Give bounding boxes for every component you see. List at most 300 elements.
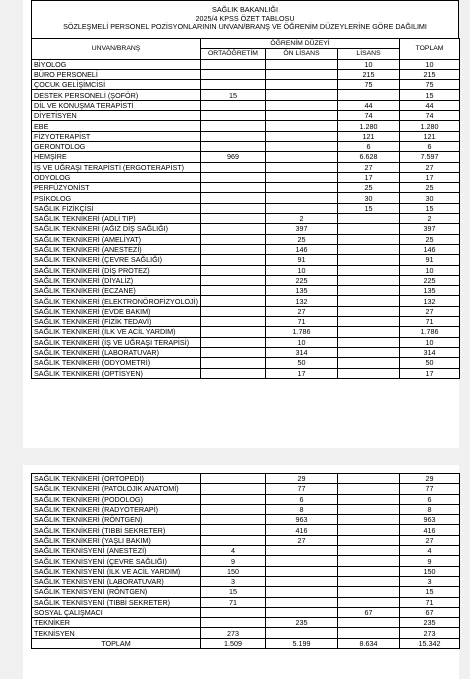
table-row bbox=[32, 131, 460, 141]
row-value-cell: 15 bbox=[400, 587, 460, 597]
row-value-cell: 9 bbox=[201, 556, 266, 566]
row-value-cell: 25 bbox=[266, 234, 338, 244]
table-row bbox=[32, 183, 460, 193]
row-value-cell bbox=[201, 244, 266, 254]
col-header-title: UNVAN/BRANŞ bbox=[32, 39, 201, 60]
row-title-cell: SAĞLIK FİZİKÇİSİ bbox=[32, 203, 201, 213]
row-value-cell bbox=[201, 131, 266, 141]
row-value-cell bbox=[338, 597, 400, 607]
row-value-cell bbox=[201, 193, 266, 203]
row-value-cell: 3 bbox=[400, 576, 460, 586]
row-value-cell: 1.280 bbox=[338, 121, 400, 131]
row-value-cell bbox=[338, 618, 400, 628]
row-value-cell bbox=[266, 69, 338, 79]
row-value-cell: 10 bbox=[266, 337, 338, 347]
row-value-cell bbox=[201, 474, 266, 484]
row-value-cell bbox=[201, 80, 266, 90]
row-value-cell bbox=[266, 100, 338, 110]
total-label-cell: TOPLAM bbox=[32, 638, 201, 648]
row-value-cell: 27 bbox=[400, 306, 460, 316]
row-value-cell: 44 bbox=[338, 100, 400, 110]
document-header bbox=[31, 0, 459, 39]
row-value-cell bbox=[201, 162, 266, 172]
col-header-ortaogretim: ORTAÖĞRETİM bbox=[201, 49, 266, 59]
row-value-cell: 6 bbox=[266, 494, 338, 504]
table-row bbox=[32, 368, 460, 378]
table-row bbox=[32, 566, 460, 576]
table-row bbox=[32, 494, 460, 504]
table-row bbox=[32, 214, 460, 224]
table-row bbox=[32, 546, 460, 556]
row-value-cell: 397 bbox=[266, 224, 338, 234]
row-title-cell: DİL VE KONUŞMA TERAPİSTİ bbox=[32, 100, 201, 110]
row-title-cell: BİYOLOG bbox=[32, 59, 201, 69]
row-title-cell: EBE bbox=[32, 121, 201, 131]
row-value-cell: 27 bbox=[266, 306, 338, 316]
row-value-cell: 150 bbox=[400, 566, 460, 576]
row-title-cell: TEKNİKER bbox=[32, 618, 201, 628]
table-row bbox=[32, 597, 460, 607]
row-title-cell: SAĞLIK TEKNİKERİ (YAŞLI BAKIM) bbox=[32, 535, 201, 545]
row-value-cell bbox=[266, 90, 338, 100]
row-value-cell: 25 bbox=[400, 183, 460, 193]
row-value-cell: 27 bbox=[338, 162, 400, 172]
table-row bbox=[32, 265, 460, 275]
row-value-cell bbox=[266, 162, 338, 172]
table-row bbox=[32, 111, 460, 121]
table-row bbox=[32, 576, 460, 586]
row-value-cell: 25 bbox=[400, 234, 460, 244]
table-row bbox=[32, 628, 460, 638]
col-header-group: ÖĞRENİM DÜZEYİ bbox=[201, 39, 400, 49]
row-value-cell bbox=[338, 214, 400, 224]
row-value-cell bbox=[201, 275, 266, 285]
table-row bbox=[32, 152, 460, 162]
row-value-cell: 6.628 bbox=[338, 152, 400, 162]
row-value-cell bbox=[266, 152, 338, 162]
row-title-cell: SAĞLIK TEKNİKERİ (PODOLOG) bbox=[32, 494, 201, 504]
table-row bbox=[32, 224, 460, 234]
total-value-cell: 5.199 bbox=[266, 638, 338, 648]
table-row bbox=[32, 587, 460, 597]
row-value-cell: 50 bbox=[266, 358, 338, 368]
row-value-cell: 10 bbox=[400, 59, 460, 69]
row-value-cell: 74 bbox=[338, 111, 400, 121]
row-title-cell: TEKNİSYEN bbox=[32, 628, 201, 638]
row-value-cell: 6 bbox=[400, 141, 460, 151]
row-title-cell: ÇOCUK GELİŞİMCİSİ bbox=[32, 80, 201, 90]
row-value-cell bbox=[338, 474, 400, 484]
row-value-cell bbox=[338, 347, 400, 357]
row-value-cell: 135 bbox=[266, 286, 338, 296]
table-row bbox=[32, 556, 460, 566]
table-row bbox=[32, 90, 460, 100]
row-value-cell: 132 bbox=[266, 296, 338, 306]
row-value-cell bbox=[266, 566, 338, 576]
row-value-cell bbox=[338, 255, 400, 265]
row-value-cell: 29 bbox=[400, 474, 460, 484]
row-value-cell: 121 bbox=[400, 131, 460, 141]
row-value-cell: 963 bbox=[266, 515, 338, 525]
row-title-cell: SAĞLIK TEKNİKERİ (AMELİYAT) bbox=[32, 234, 201, 244]
row-title-cell: SAĞLIK TEKNİKERİ (LABORATUVAR) bbox=[32, 347, 201, 357]
row-value-cell bbox=[201, 494, 266, 504]
row-value-cell bbox=[201, 203, 266, 213]
row-value-cell: 77 bbox=[266, 484, 338, 494]
row-value-cell bbox=[338, 535, 400, 545]
row-value-cell bbox=[338, 275, 400, 285]
row-value-cell bbox=[266, 628, 338, 638]
row-title-cell: İŞ VE UĞRAŞI TERAPİSTİ (ERGOTERAPİST) bbox=[32, 162, 201, 172]
document-page-2 bbox=[23, 465, 459, 679]
row-value-cell bbox=[266, 556, 338, 566]
summary-table-part-1 bbox=[31, 38, 460, 379]
row-value-cell bbox=[338, 296, 400, 306]
row-value-cell bbox=[201, 111, 266, 121]
table-row bbox=[32, 358, 460, 368]
total-value-cell: 15.342 bbox=[400, 638, 460, 648]
table-row bbox=[32, 275, 460, 285]
row-value-cell: 235 bbox=[400, 618, 460, 628]
row-value-cell bbox=[266, 121, 338, 131]
row-value-cell bbox=[201, 224, 266, 234]
row-value-cell bbox=[201, 255, 266, 265]
table-row bbox=[32, 244, 460, 254]
row-title-cell: SAĞLIK TEKNİSYENİ (LABORATUVAR) bbox=[32, 576, 201, 586]
row-value-cell bbox=[201, 607, 266, 617]
row-value-cell: 25 bbox=[338, 183, 400, 193]
row-value-cell: 27 bbox=[266, 535, 338, 545]
row-value-cell bbox=[266, 203, 338, 213]
row-title-cell: SAĞLIK TEKNİKERİ (RADYOTERAPİ) bbox=[32, 504, 201, 514]
row-value-cell bbox=[201, 296, 266, 306]
summary-table-part-2 bbox=[31, 473, 460, 649]
row-value-cell: 71 bbox=[201, 597, 266, 607]
row-value-cell: 235 bbox=[266, 618, 338, 628]
row-value-cell: 71 bbox=[400, 597, 460, 607]
row-value-cell bbox=[201, 69, 266, 79]
total-value-cell: 1.509 bbox=[201, 638, 266, 648]
row-title-cell: SAĞLIK TEKNİKERİ (ODYOMETRİ) bbox=[32, 358, 201, 368]
row-value-cell: 4 bbox=[201, 546, 266, 556]
row-value-cell bbox=[201, 368, 266, 378]
row-title-cell: SOSYAL ÇALIŞMACI bbox=[32, 607, 201, 617]
row-value-cell bbox=[266, 131, 338, 141]
row-title-cell: SAĞLIK TEKNİKERİ (İŞ VE UĞRAŞI TERAPİSİ) bbox=[32, 337, 201, 347]
row-value-cell bbox=[266, 111, 338, 121]
row-value-cell: 215 bbox=[338, 69, 400, 79]
row-value-cell: 2 bbox=[400, 214, 460, 224]
row-value-cell bbox=[201, 525, 266, 535]
row-value-cell: 29 bbox=[266, 474, 338, 484]
row-title-cell: SAĞLIK TEKNİSYENİ (ÇEVRE SAĞLIĞI) bbox=[32, 556, 201, 566]
header-description: SÖZLEŞMELİ PERSONEL POZİSYONLARININ UNVAN/BRANŞ VE ÖĞRENİM DÜZEYLERİNE GÖRE DAĞILIMI bbox=[63, 22, 427, 32]
total-row bbox=[32, 638, 460, 648]
row-value-cell bbox=[266, 80, 338, 90]
table-row bbox=[32, 618, 460, 628]
row-value-cell: 969 bbox=[201, 152, 266, 162]
row-value-cell bbox=[201, 504, 266, 514]
table-row bbox=[32, 121, 460, 131]
row-title-cell: PSİKOLOG bbox=[32, 193, 201, 203]
row-value-cell bbox=[201, 183, 266, 193]
row-value-cell bbox=[266, 141, 338, 151]
row-value-cell: 67 bbox=[400, 607, 460, 617]
row-value-cell bbox=[201, 306, 266, 316]
table-row bbox=[32, 255, 460, 265]
row-value-cell bbox=[338, 306, 400, 316]
row-title-cell: PERFÜZYONİST bbox=[32, 183, 201, 193]
row-title-cell: SAĞLIK TEKNİKERİ (ÇEVRE SAĞLIĞI) bbox=[32, 255, 201, 265]
row-title-cell: HEMŞİRE bbox=[32, 152, 201, 162]
row-value-cell bbox=[201, 100, 266, 110]
row-title-cell: SAĞLIK TEKNİKERİ (DİYALİZ) bbox=[32, 275, 201, 285]
row-value-cell bbox=[266, 183, 338, 193]
row-value-cell bbox=[266, 576, 338, 586]
table-row bbox=[32, 327, 460, 337]
row-value-cell bbox=[338, 234, 400, 244]
row-value-cell: 225 bbox=[266, 275, 338, 285]
row-value-cell: 17 bbox=[266, 368, 338, 378]
row-value-cell: 77 bbox=[400, 484, 460, 494]
row-value-cell bbox=[201, 214, 266, 224]
row-value-cell: 273 bbox=[201, 628, 266, 638]
row-value-cell bbox=[266, 597, 338, 607]
row-value-cell bbox=[201, 234, 266, 244]
table-row bbox=[32, 162, 460, 172]
row-value-cell: 8 bbox=[400, 504, 460, 514]
row-value-cell: 71 bbox=[400, 317, 460, 327]
row-value-cell bbox=[338, 286, 400, 296]
row-value-cell: 215 bbox=[400, 69, 460, 79]
table-row bbox=[32, 474, 460, 484]
row-value-cell: 314 bbox=[400, 347, 460, 357]
row-value-cell: 10 bbox=[266, 265, 338, 275]
row-value-cell: 15 bbox=[338, 203, 400, 213]
row-value-cell bbox=[338, 317, 400, 327]
row-value-cell: 135 bbox=[400, 286, 460, 296]
row-value-cell: 416 bbox=[266, 525, 338, 535]
table-row bbox=[32, 484, 460, 494]
row-value-cell: 17 bbox=[400, 172, 460, 182]
table-row bbox=[32, 337, 460, 347]
table-row bbox=[32, 59, 460, 69]
row-value-cell: 10 bbox=[400, 265, 460, 275]
table-row bbox=[32, 172, 460, 182]
row-value-cell: 15 bbox=[201, 90, 266, 100]
row-value-cell: 146 bbox=[400, 244, 460, 254]
row-value-cell: 17 bbox=[338, 172, 400, 182]
row-value-cell bbox=[201, 515, 266, 525]
row-title-cell: SAĞLIK TEKNİKERİ (AĞIZ DİŞ SAĞLIĞI) bbox=[32, 224, 201, 234]
table-row bbox=[32, 317, 460, 327]
row-value-cell: 71 bbox=[266, 317, 338, 327]
row-title-cell: SAĞLIK TEKNİKERİ (OPTİSYEN) bbox=[32, 368, 201, 378]
row-value-cell bbox=[201, 618, 266, 628]
row-value-cell: 44 bbox=[400, 100, 460, 110]
row-value-cell bbox=[338, 515, 400, 525]
row-title-cell: BÜRO PERSONELİ bbox=[32, 69, 201, 79]
row-value-cell bbox=[201, 337, 266, 347]
row-title-cell: FİZYOTERAPİST bbox=[32, 131, 201, 141]
row-value-cell: 10 bbox=[400, 337, 460, 347]
row-value-cell bbox=[201, 121, 266, 131]
row-value-cell: 314 bbox=[266, 347, 338, 357]
row-title-cell: SAĞLIK TEKNİSYENİ (RÖNTGEN) bbox=[32, 587, 201, 597]
table-row bbox=[32, 69, 460, 79]
col-header-total: TOPLAM bbox=[400, 39, 460, 60]
row-title-cell: SAĞLIK TEKNİKERİ (ELEKTRONÖROFİZYOLOJİ) bbox=[32, 296, 201, 306]
row-value-cell bbox=[266, 59, 338, 69]
row-value-cell: 15 bbox=[201, 587, 266, 597]
row-value-cell bbox=[201, 172, 266, 182]
row-title-cell: GERONTOLOG bbox=[32, 141, 201, 151]
row-value-cell bbox=[338, 546, 400, 556]
row-value-cell bbox=[338, 265, 400, 275]
header-ministry: SAĞLIK BAKANLIĞI bbox=[212, 5, 278, 14]
row-value-cell bbox=[201, 358, 266, 368]
row-title-cell: SAĞLIK TEKNİKERİ (RÖNTGEN) bbox=[32, 515, 201, 525]
row-value-cell bbox=[338, 576, 400, 586]
row-value-cell: 416 bbox=[400, 525, 460, 535]
col-header-onlisans: ÖN LİSANS bbox=[266, 49, 338, 59]
row-value-cell: 30 bbox=[338, 193, 400, 203]
row-value-cell: 397 bbox=[400, 224, 460, 234]
row-value-cell: 3 bbox=[201, 576, 266, 586]
col-header-lisans: LİSANS bbox=[338, 49, 400, 59]
row-title-cell: SAĞLIK TEKNİSYENİ (İLK VE ACİL YARDIM) bbox=[32, 566, 201, 576]
row-value-cell bbox=[201, 327, 266, 337]
row-value-cell: 150 bbox=[201, 566, 266, 576]
row-title-cell: ODYOLOG bbox=[32, 172, 201, 182]
row-title-cell: SAĞLIK TEKNİKERİ (ORTOPEDİ) bbox=[32, 474, 201, 484]
row-value-cell bbox=[338, 90, 400, 100]
table-row bbox=[32, 347, 460, 357]
total-value-cell: 8.634 bbox=[338, 638, 400, 648]
row-value-cell bbox=[266, 607, 338, 617]
row-value-cell: 8 bbox=[266, 504, 338, 514]
table-row bbox=[32, 515, 460, 525]
row-value-cell bbox=[338, 358, 400, 368]
row-value-cell: 146 bbox=[266, 244, 338, 254]
row-title-cell: SAĞLIK TEKNİSYENİ (TIBBİ SEKRETER) bbox=[32, 597, 201, 607]
row-value-cell: 91 bbox=[266, 255, 338, 265]
row-value-cell: 75 bbox=[400, 80, 460, 90]
row-value-cell: 2 bbox=[266, 214, 338, 224]
row-value-cell bbox=[201, 59, 266, 69]
row-value-cell bbox=[266, 172, 338, 182]
row-value-cell bbox=[201, 535, 266, 545]
row-title-cell: SAĞLIK TEKNİKERİ (TIBBİ SEKRETER) bbox=[32, 525, 201, 535]
row-value-cell: 17 bbox=[400, 368, 460, 378]
row-value-cell bbox=[201, 484, 266, 494]
row-value-cell bbox=[201, 286, 266, 296]
row-title-cell: DİYETİSYEN bbox=[32, 111, 201, 121]
document-page-1 bbox=[23, 0, 459, 448]
row-title-cell: SAĞLIK TEKNİKERİ (FİZİK TEDAVİ) bbox=[32, 317, 201, 327]
row-title-cell: SAĞLIK TEKNİKERİ (EVDE BAKIM) bbox=[32, 306, 201, 316]
row-value-cell: 1.280 bbox=[400, 121, 460, 131]
row-value-cell: 67 bbox=[338, 607, 400, 617]
row-value-cell: 74 bbox=[400, 111, 460, 121]
row-value-cell bbox=[338, 368, 400, 378]
row-title-cell: DESTEK PERSONELİ (ŞOFÖR) bbox=[32, 90, 201, 100]
row-value-cell bbox=[338, 244, 400, 254]
row-title-cell: SAĞLIK TEKNİKERİ (ANESTEZİ) bbox=[32, 244, 201, 254]
row-value-cell: 15 bbox=[400, 203, 460, 213]
row-value-cell bbox=[201, 347, 266, 357]
row-value-cell bbox=[201, 265, 266, 275]
row-value-cell: 132 bbox=[400, 296, 460, 306]
row-value-cell: 1.786 bbox=[266, 327, 338, 337]
row-value-cell: 7.597 bbox=[400, 152, 460, 162]
row-value-cell bbox=[338, 566, 400, 576]
table-row bbox=[32, 607, 460, 617]
row-value-cell: 91 bbox=[400, 255, 460, 265]
row-title-cell: SAĞLIK TEKNİKERİ (ADLİ TIP) bbox=[32, 214, 201, 224]
row-value-cell: 30 bbox=[400, 193, 460, 203]
table-row bbox=[32, 234, 460, 244]
row-value-cell: 4 bbox=[400, 546, 460, 556]
row-value-cell: 75 bbox=[338, 80, 400, 90]
row-value-cell: 50 bbox=[400, 358, 460, 368]
row-title-cell: SAĞLIK TEKNİKERİ (DİŞ PROTEZ) bbox=[32, 265, 201, 275]
table-row bbox=[32, 525, 460, 535]
row-value-cell: 6 bbox=[400, 494, 460, 504]
row-title-cell: SAĞLIK TEKNİKERİ (İLK VE ACİL YARDIM) bbox=[32, 327, 201, 337]
row-value-cell bbox=[338, 224, 400, 234]
table-row bbox=[32, 296, 460, 306]
row-value-cell bbox=[338, 525, 400, 535]
row-value-cell bbox=[338, 494, 400, 504]
row-title-cell: SAĞLIK TEKNİKERİ (PATOLOJİK ANATOMİ) bbox=[32, 484, 201, 494]
row-title-cell: SAĞLIK TEKNİSYENİ (ANESTEZİ) bbox=[32, 546, 201, 556]
row-value-cell bbox=[338, 337, 400, 347]
table-row bbox=[32, 535, 460, 545]
row-value-cell: 1.786 bbox=[400, 327, 460, 337]
row-value-cell: 10 bbox=[338, 59, 400, 69]
row-value-cell bbox=[266, 193, 338, 203]
row-value-cell: 27 bbox=[400, 535, 460, 545]
table-row bbox=[32, 203, 460, 213]
row-value-cell bbox=[338, 556, 400, 566]
table-row bbox=[32, 193, 460, 203]
row-value-cell: 273 bbox=[400, 628, 460, 638]
table-row bbox=[32, 80, 460, 90]
row-value-cell: 9 bbox=[400, 556, 460, 566]
row-value-cell: 15 bbox=[400, 90, 460, 100]
row-value-cell: 963 bbox=[400, 515, 460, 525]
row-value-cell bbox=[201, 317, 266, 327]
row-value-cell bbox=[201, 141, 266, 151]
row-value-cell bbox=[338, 628, 400, 638]
row-value-cell: 121 bbox=[338, 131, 400, 141]
row-value-cell bbox=[266, 546, 338, 556]
row-value-cell bbox=[266, 587, 338, 597]
row-value-cell bbox=[338, 587, 400, 597]
row-value-cell: 225 bbox=[400, 275, 460, 285]
header-table-title: 2025/4 KPSS ÖZET TABLOSU bbox=[195, 13, 295, 23]
row-title-cell: SAĞLIK TEKNİKERİ (ECZANE) bbox=[32, 286, 201, 296]
table-row bbox=[32, 286, 460, 296]
row-value-cell bbox=[338, 504, 400, 514]
row-value-cell bbox=[338, 327, 400, 337]
row-value-cell bbox=[338, 484, 400, 494]
table-row bbox=[32, 504, 460, 514]
table-row bbox=[32, 306, 460, 316]
table-row bbox=[32, 141, 460, 151]
row-value-cell: 27 bbox=[400, 162, 460, 172]
